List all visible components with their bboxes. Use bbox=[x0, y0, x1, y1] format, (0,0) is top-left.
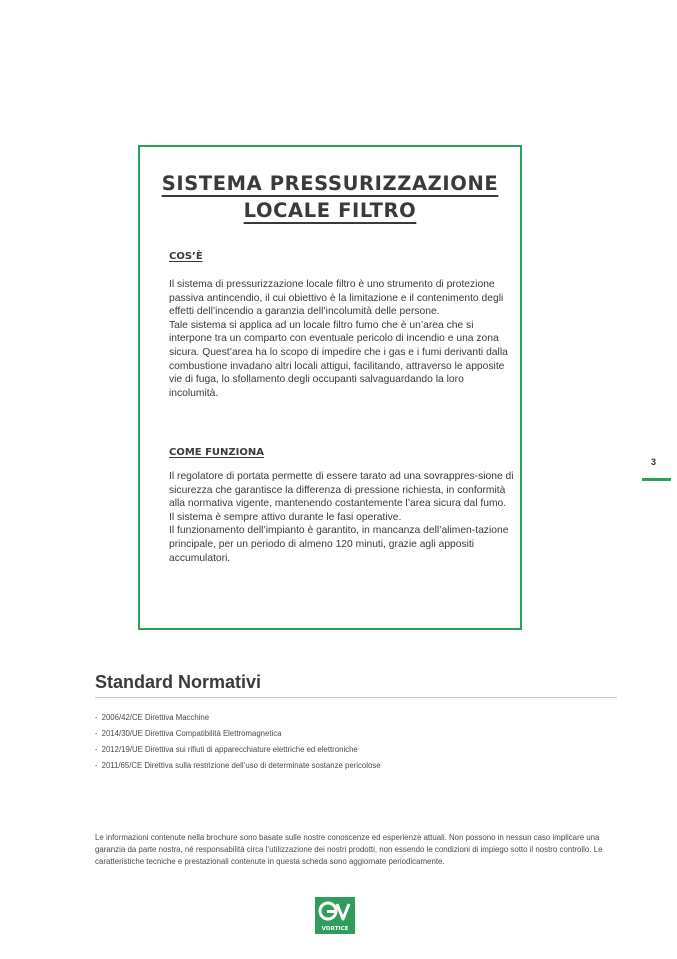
disclaimer-text: Le informazioni contenute nella brochure sono basate sulle nostre conoscenze ed esperienze attuali. Non possono in nessun caso implicare una garanzia da parte nostra, né responsabilità circa l’utilizzazione dei nostri prodotti, non essendo le condizioni di impiego sotto il nostro controllo. Le caratteristiche tecniche e prestazionali contenute in questa scheda sono aggiornate periodicamente. bbox=[95, 833, 603, 866]
section-heading-come-funziona: COME FUNZIONA bbox=[169, 447, 265, 458]
box-title-line2: LOCALE FILTRO bbox=[243, 199, 417, 222]
section-body-come-funziona bbox=[169, 470, 514, 565]
standards-item: - 2014/30/UE Direttiva Compatibilità Elettromagnetica bbox=[95, 729, 282, 738]
standards-title: Standard Normativi bbox=[95, 672, 262, 692]
standards-divider bbox=[95, 697, 617, 698]
standards-item: - 2006/42/CE Direttiva Macchine bbox=[95, 713, 210, 722]
standards-item-text: 2014/30/UE Direttiva Compatibilità Elettromagnetica bbox=[101, 729, 282, 738]
cose-paragraph-1: Il sistema di pressurizzazione locale filtro è uno strumento di protezione passiva antincendio, il cui obiettivo è la limitazione e il contenimento degli effetti dell’incendio a garanzia dell’incolumità delle persone. bbox=[169, 279, 504, 318]
funziona-paragraph-1: Il regolatore di portata permette di essere tarato ad una sovrappres-sione di sicurezza che garantisce la differenza di pressione richiesta, in conformità alla normativa vigente, mantenendo costantemente l’area sicura dal fumo. Il sistema è sempre attivo durante le fasi operative. bbox=[169, 471, 514, 523]
info-box bbox=[138, 145, 522, 630]
standards-item: - 2012/19/UE Direttiva sui rifiuti di apparecchiature elettriche ed elettroniche bbox=[95, 745, 358, 754]
standards-list bbox=[95, 713, 381, 777]
standards-item-text: 2006/42/CE Direttiva Macchine bbox=[101, 713, 210, 722]
standards-item: - 2011/65/CE Direttiva sulla restrizione dell’uso di determinate sostanze pericolose bbox=[95, 761, 381, 770]
box-title-line1: SISTEMA PRESSURIZZAZIONE bbox=[161, 172, 499, 195]
vortice-logo bbox=[315, 897, 355, 934]
standards-item-text: 2011/65/CE Direttiva sulla restrizione dell’uso di determinate sostanze pericolose bbox=[101, 761, 381, 770]
standards-item-text: 2012/19/UE Direttiva sui rifiuti di apparecchiature elettriche ed elettroniche bbox=[101, 745, 358, 754]
cose-paragraph-2: Tale sistema si applica ad un locale filtro fumo che è un’area che si interpone tra un comparto con eventuale pericolo di incendio e una zona sicura. Quest’area ha lo scopo di impedire che i gas e i fumi derivanti dalla combustione invadano altri locali attigui, facilitando, attraverso le apposite vie di fuga, lo sfollamento degli occupanti salvaguardando la loro incolumità. bbox=[169, 319, 508, 399]
funziona-paragraph-2: Il funzionamento dell’impianto è garantito, in mancanza dell’alimen-tazione principale, per un periodo di almeno 120 minuti, grazie agli appositi accumulatori. bbox=[169, 525, 509, 564]
vortice-logo-icon bbox=[315, 897, 355, 934]
page-number: 3 bbox=[651, 457, 657, 467]
logo-text: VORTICE bbox=[321, 926, 349, 932]
section-body-cose bbox=[169, 278, 514, 400]
page-number-bar bbox=[642, 478, 671, 481]
section-heading-cose: COS’È bbox=[169, 251, 203, 262]
